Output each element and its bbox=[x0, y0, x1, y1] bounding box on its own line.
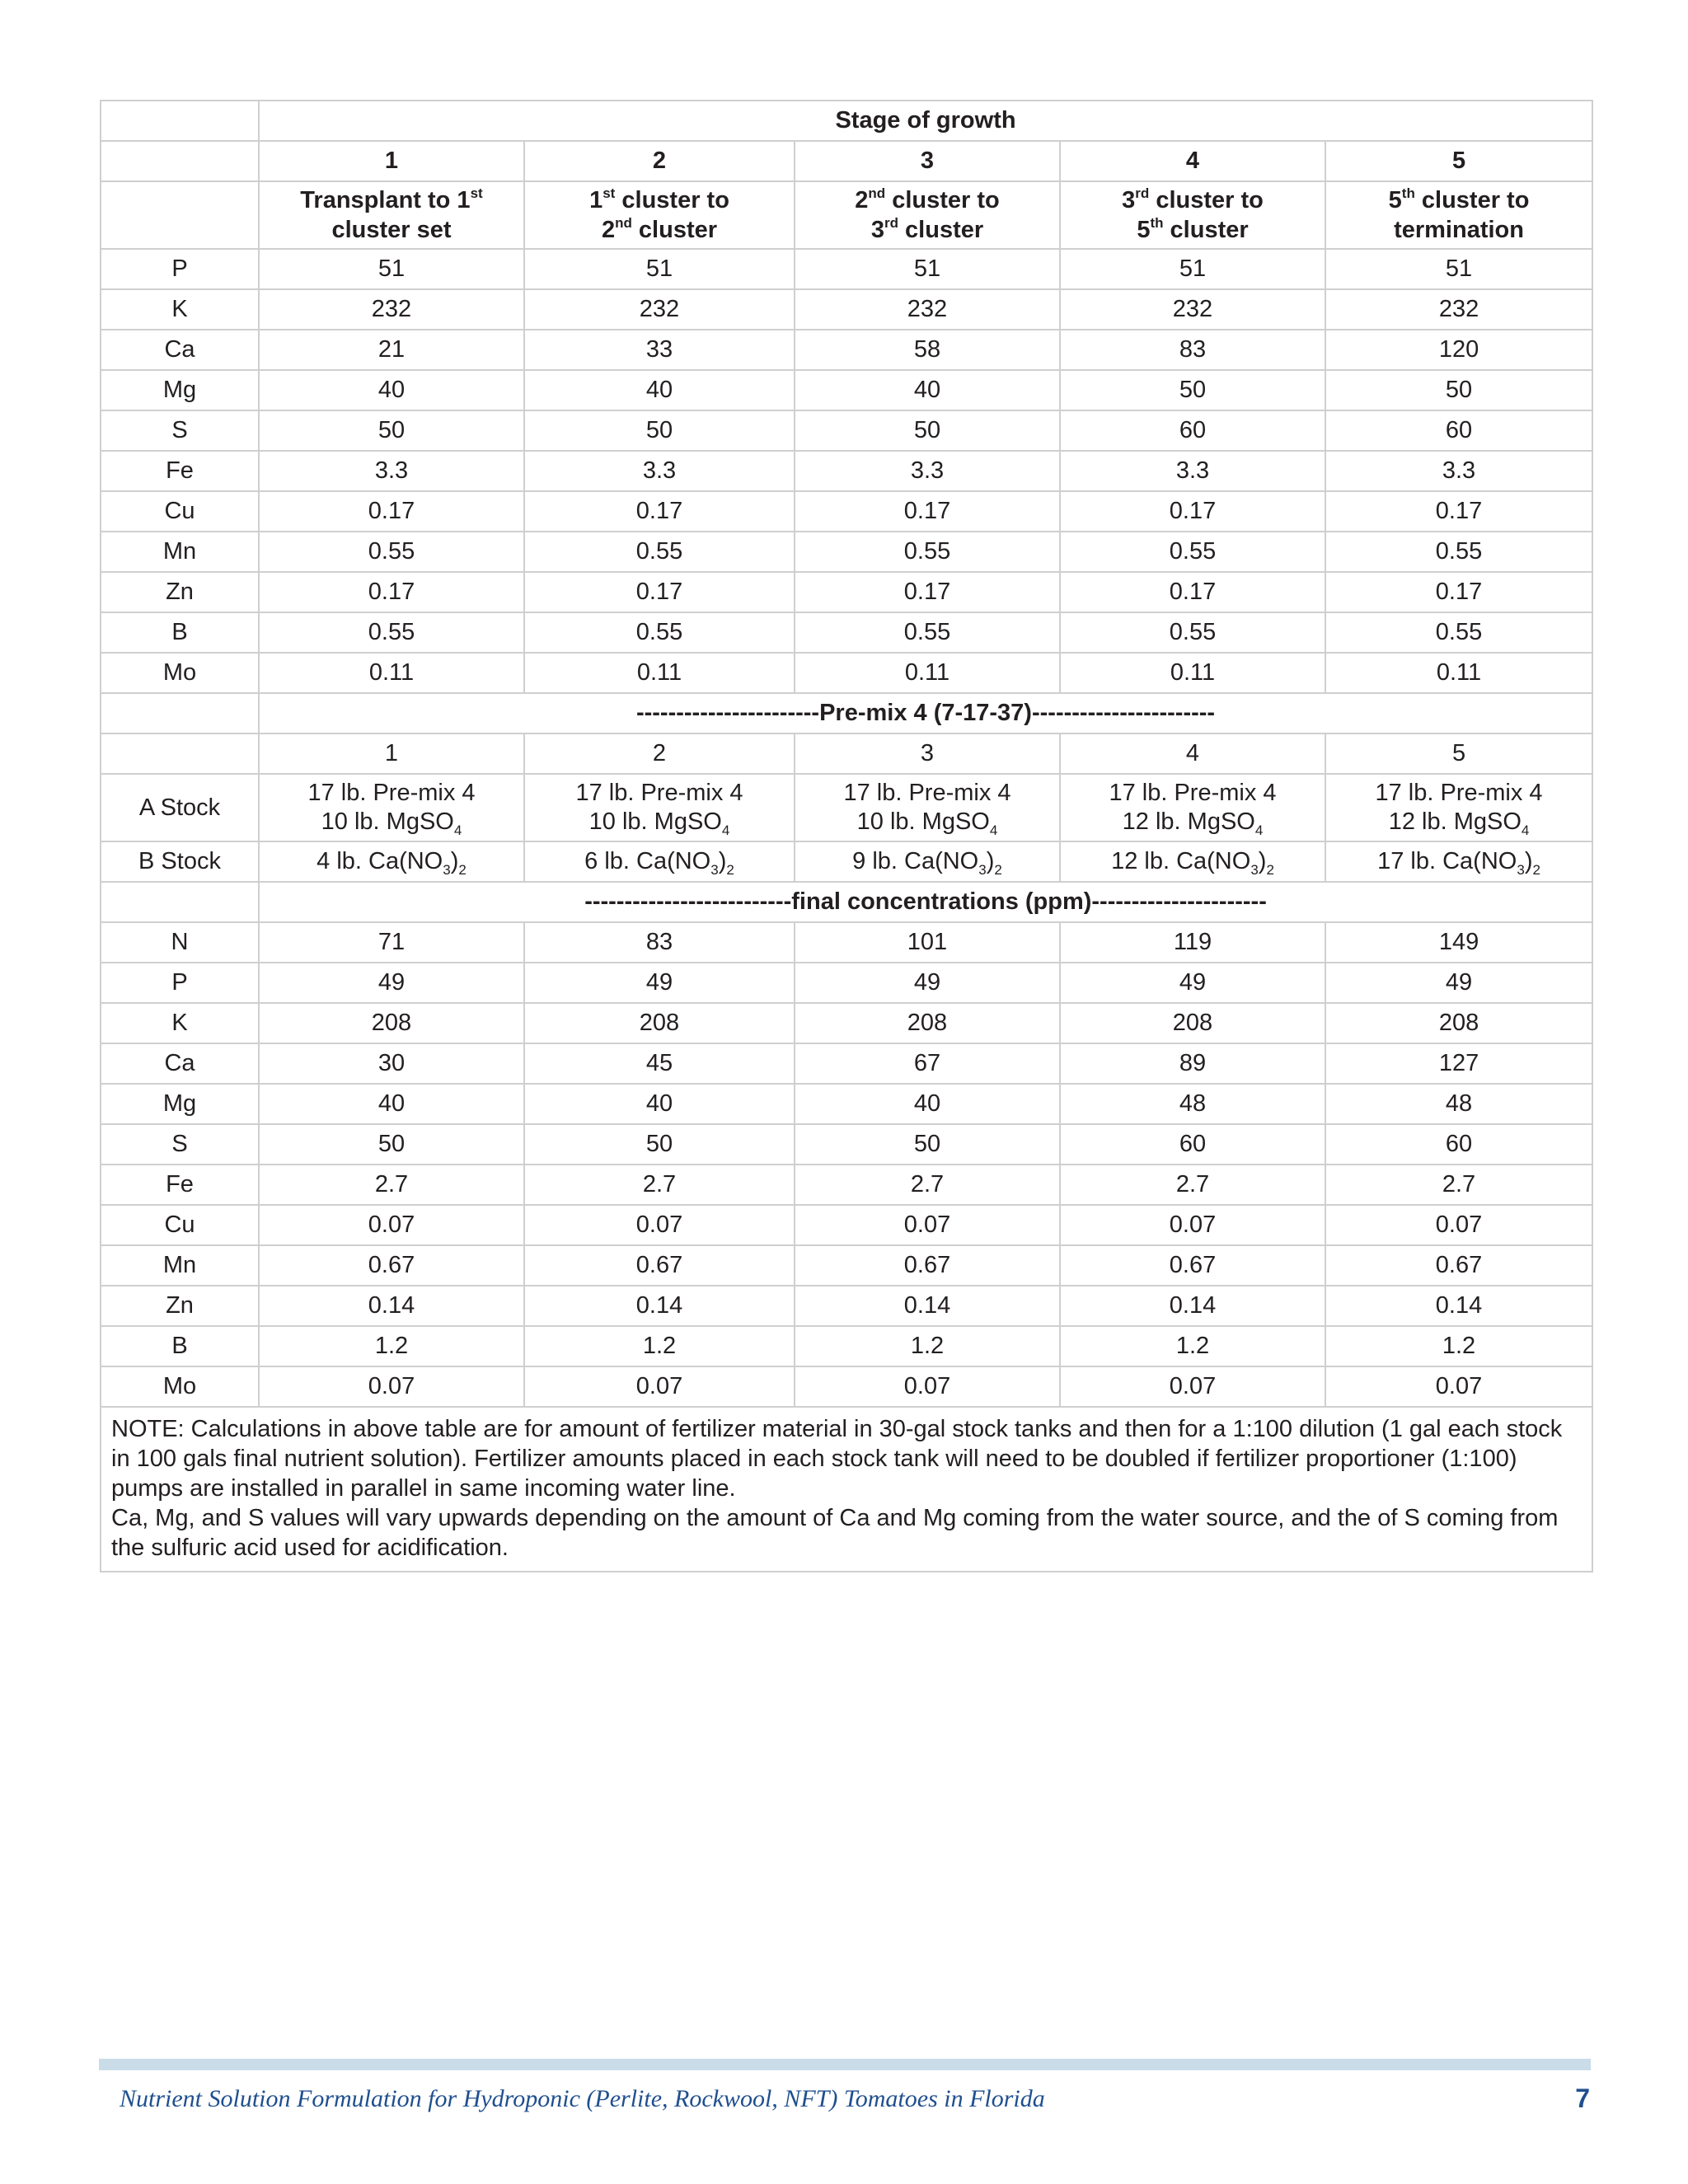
value-cell: 50 bbox=[259, 1124, 524, 1165]
desc-text: cluster to bbox=[1149, 187, 1264, 213]
value-cell: 208 bbox=[1060, 1003, 1325, 1043]
value-cell: 0.11 bbox=[259, 653, 524, 693]
desc-text: cluster to bbox=[1414, 187, 1530, 213]
value-cell: 0.11 bbox=[1060, 653, 1325, 693]
note-paragraph-1: NOTE: Calculations in above table are for amount of fertilizer material in 30-gal stock tanks and then for a 1:100 dilution (1 gal each stock in 100 gals final nutrient solution). Fertilizer amounts placed in each stock tank will need to be doubled if fertilizer proportioner (1:100) pumps are installed in parallel in same incoming water line. bbox=[111, 1416, 1563, 1502]
value-cell: 232 bbox=[795, 289, 1060, 330]
a-stock-line-2 bbox=[1331, 808, 1587, 837]
value-cell: 2.7 bbox=[1060, 1165, 1325, 1205]
target-row bbox=[101, 451, 1592, 491]
value-cell: 51 bbox=[259, 249, 524, 289]
final-concentrations-header: --------------------------final concentrations (ppm)---------------------- bbox=[259, 882, 1592, 922]
a-stock-cell bbox=[1060, 774, 1325, 841]
desc-text: Transplant to 1 bbox=[300, 187, 471, 213]
stage-description-line-1 bbox=[1331, 185, 1587, 215]
final-row bbox=[101, 1326, 1592, 1366]
element-label: P bbox=[101, 963, 259, 1003]
desc-text: cluster bbox=[898, 217, 984, 243]
value-cell: 127 bbox=[1325, 1043, 1592, 1084]
formula-subscript: 3 bbox=[978, 862, 987, 878]
a-stock-label: A Stock bbox=[101, 774, 259, 841]
element-label: S bbox=[101, 410, 259, 451]
formula-text: 12 lb. MgSO bbox=[1122, 808, 1255, 835]
stage-number: 3 bbox=[795, 141, 1060, 181]
ordinal-suffix: th bbox=[1150, 215, 1164, 231]
desc-text: termination bbox=[1394, 217, 1524, 243]
final-row bbox=[101, 1043, 1592, 1084]
value-cell: 0.11 bbox=[524, 653, 795, 693]
a-stock-line-2 bbox=[265, 808, 518, 837]
value-cell: 3.3 bbox=[259, 451, 524, 491]
formula-subscript: 3 bbox=[1250, 862, 1259, 878]
value-cell: 232 bbox=[1060, 289, 1325, 330]
ordinal-suffix: rd bbox=[1135, 185, 1150, 201]
a-stock-line-1: 17 lb. Pre-mix 4 bbox=[575, 780, 743, 806]
element-label: Ca bbox=[101, 1043, 259, 1084]
target-row bbox=[101, 612, 1592, 653]
value-cell: 3.3 bbox=[795, 451, 1060, 491]
premix-column-number: 5 bbox=[1325, 733, 1592, 774]
value-cell: 0.55 bbox=[524, 612, 795, 653]
final-row bbox=[101, 1245, 1592, 1286]
value-cell: 0.67 bbox=[1325, 1245, 1592, 1286]
stage-description-row bbox=[101, 181, 1592, 249]
stage-description-line-1 bbox=[800, 185, 1054, 215]
value-cell: 1.2 bbox=[1325, 1326, 1592, 1366]
formula-subscript: 2 bbox=[994, 862, 1002, 878]
value-cell: 49 bbox=[795, 963, 1060, 1003]
element-label: Cu bbox=[101, 1205, 259, 1245]
value-cell: 89 bbox=[1060, 1043, 1325, 1084]
stage-description bbox=[795, 181, 1060, 249]
value-cell: 0.55 bbox=[259, 532, 524, 572]
formula-subscript: 3 bbox=[710, 862, 719, 878]
premix-header: -----------------------Pre-mix 4 (7-17-37)----------------------- bbox=[259, 693, 1592, 733]
stage-description bbox=[1060, 181, 1325, 249]
desc-text: cluster bbox=[631, 217, 718, 243]
value-cell: 0.14 bbox=[1325, 1286, 1592, 1326]
value-cell: 0.14 bbox=[1060, 1286, 1325, 1326]
corner-cell bbox=[101, 693, 259, 733]
corner-cell bbox=[101, 181, 259, 249]
formula-text: ) bbox=[450, 848, 459, 874]
value-cell: 120 bbox=[1325, 330, 1592, 370]
stage-description bbox=[1325, 181, 1592, 249]
a-stock-cell bbox=[524, 774, 795, 841]
value-cell: 45 bbox=[524, 1043, 795, 1084]
stage-description-line-2 bbox=[530, 215, 789, 245]
value-cell: 0.67 bbox=[259, 1245, 524, 1286]
target-row bbox=[101, 370, 1592, 410]
note-paragraph-2: Ca, Mg, and S values will vary upwards depending on the amount of Ca and Mg coming from the water source, and the of S coming from the sulfuric acid used for acidification. bbox=[111, 1505, 1559, 1561]
value-cell: 0.07 bbox=[795, 1205, 1060, 1245]
desc-text: 3 bbox=[870, 217, 884, 243]
target-row bbox=[101, 330, 1592, 370]
element-label: P bbox=[101, 249, 259, 289]
value-cell: 0.17 bbox=[1060, 491, 1325, 532]
value-cell: 71 bbox=[259, 922, 524, 963]
element-label: K bbox=[101, 289, 259, 330]
value-cell: 1.2 bbox=[524, 1326, 795, 1366]
b-stock-label: B Stock bbox=[101, 841, 259, 882]
a-stock-cell bbox=[259, 774, 524, 841]
value-cell: 50 bbox=[524, 1124, 795, 1165]
formula-text: ) bbox=[1258, 848, 1267, 874]
desc-text: 2 bbox=[601, 217, 616, 243]
ordinal-suffix: nd bbox=[868, 185, 886, 201]
stage-description-line-2 bbox=[800, 215, 1054, 245]
value-cell: 0.07 bbox=[524, 1205, 795, 1245]
formula-text: 4 lb. Ca(NO bbox=[316, 848, 443, 874]
desc-text: cluster to bbox=[885, 187, 1000, 213]
value-cell: 60 bbox=[1325, 410, 1592, 451]
element-label: Zn bbox=[101, 1286, 259, 1326]
stage-description bbox=[259, 181, 524, 249]
desc-text: cluster set bbox=[331, 217, 452, 243]
desc-text: 3 bbox=[1122, 187, 1136, 213]
value-cell: 2.7 bbox=[259, 1165, 524, 1205]
ordinal-suffix: st bbox=[603, 185, 616, 201]
formula-subscript: 4 bbox=[721, 823, 730, 838]
value-cell: 50 bbox=[1060, 370, 1325, 410]
value-cell: 83 bbox=[524, 922, 795, 963]
value-cell: 0.11 bbox=[1325, 653, 1592, 693]
value-cell: 0.17 bbox=[1060, 572, 1325, 612]
value-cell: 0.67 bbox=[1060, 1245, 1325, 1286]
value-cell: 40 bbox=[524, 1084, 795, 1124]
element-label: Ca bbox=[101, 330, 259, 370]
value-cell: 51 bbox=[795, 249, 1060, 289]
stage-number: 4 bbox=[1060, 141, 1325, 181]
value-cell: 0.17 bbox=[259, 491, 524, 532]
formula-text: 12 lb. MgSO bbox=[1388, 808, 1522, 835]
value-cell: 0.07 bbox=[1325, 1205, 1592, 1245]
value-cell: 3.3 bbox=[1060, 451, 1325, 491]
element-label: B bbox=[101, 612, 259, 653]
formula-subscript: 3 bbox=[1517, 862, 1525, 878]
value-cell: 49 bbox=[259, 963, 524, 1003]
final-row bbox=[101, 1124, 1592, 1165]
value-cell: 2.7 bbox=[795, 1165, 1060, 1205]
corner-cell bbox=[101, 882, 259, 922]
value-cell: 2.7 bbox=[524, 1165, 795, 1205]
formula-subscript: 2 bbox=[458, 862, 467, 878]
formula-text: 6 lb. Ca(NO bbox=[584, 848, 711, 874]
final-row bbox=[101, 922, 1592, 963]
value-cell: 50 bbox=[524, 410, 795, 451]
target-row bbox=[101, 572, 1592, 612]
formula-subscript: 4 bbox=[1521, 823, 1530, 838]
value-cell: 30 bbox=[259, 1043, 524, 1084]
formula-subscript: 2 bbox=[726, 862, 734, 878]
value-cell: 0.55 bbox=[795, 532, 1060, 572]
stage-header-row bbox=[101, 101, 1592, 141]
b-stock-cell bbox=[259, 841, 524, 882]
element-label: Mg bbox=[101, 1084, 259, 1124]
target-row bbox=[101, 249, 1592, 289]
stage-description bbox=[524, 181, 795, 249]
a-stock-line-2 bbox=[530, 808, 789, 837]
formula-subscript: 4 bbox=[1254, 823, 1264, 838]
element-label: Mo bbox=[101, 653, 259, 693]
b-stock-cell bbox=[524, 841, 795, 882]
corner-cell bbox=[101, 733, 259, 774]
value-cell: 0.17 bbox=[795, 491, 1060, 532]
target-row bbox=[101, 532, 1592, 572]
value-cell: 58 bbox=[795, 330, 1060, 370]
value-cell: 48 bbox=[1325, 1084, 1592, 1124]
a-stock-row bbox=[101, 774, 1592, 841]
value-cell: 49 bbox=[524, 963, 795, 1003]
final-row bbox=[101, 1084, 1592, 1124]
final-row bbox=[101, 963, 1592, 1003]
element-label: N bbox=[101, 922, 259, 963]
value-cell: 50 bbox=[795, 410, 1060, 451]
desc-text: 2 bbox=[855, 187, 869, 213]
value-cell: 0.67 bbox=[795, 1245, 1060, 1286]
value-cell: 0.55 bbox=[1325, 532, 1592, 572]
value-cell: 83 bbox=[1060, 330, 1325, 370]
final-row bbox=[101, 1286, 1592, 1326]
premix-column-number: 3 bbox=[795, 733, 1060, 774]
final-concentrations bbox=[101, 922, 1592, 1407]
formula-text: 10 lb. MgSO bbox=[321, 808, 454, 835]
stage-description-line-2 bbox=[1331, 215, 1587, 245]
target-row bbox=[101, 491, 1592, 532]
stage-number: 2 bbox=[524, 141, 795, 181]
value-cell: 50 bbox=[1325, 370, 1592, 410]
value-cell: 0.17 bbox=[259, 572, 524, 612]
a-stock-line-2 bbox=[800, 808, 1054, 837]
corner-cell bbox=[101, 101, 259, 141]
desc-text: 5 bbox=[1137, 217, 1151, 243]
element-label: Mo bbox=[101, 1366, 259, 1407]
a-stock-line-1: 17 lb. Pre-mix 4 bbox=[1109, 780, 1277, 806]
value-cell: 3.3 bbox=[1325, 451, 1592, 491]
value-cell: 208 bbox=[259, 1003, 524, 1043]
value-cell: 0.67 bbox=[524, 1245, 795, 1286]
ordinal-suffix: rd bbox=[884, 215, 898, 231]
value-cell: 50 bbox=[259, 410, 524, 451]
premix-column-number: 4 bbox=[1060, 733, 1325, 774]
value-cell: 0.55 bbox=[259, 612, 524, 653]
value-cell: 208 bbox=[795, 1003, 1060, 1043]
note-cell bbox=[101, 1407, 1592, 1572]
nutrient-table bbox=[100, 100, 1593, 1572]
value-cell: 49 bbox=[1325, 963, 1592, 1003]
stage-of-growth-header: Stage of growth bbox=[259, 101, 1592, 141]
final-row bbox=[101, 1003, 1592, 1043]
value-cell: 1.2 bbox=[1060, 1326, 1325, 1366]
formula-subscript: 3 bbox=[443, 862, 451, 878]
value-cell: 3.3 bbox=[524, 451, 795, 491]
target-concentrations bbox=[101, 249, 1592, 693]
value-cell: 0.07 bbox=[259, 1366, 524, 1407]
note-row bbox=[101, 1407, 1592, 1572]
formula-subscript: 2 bbox=[1532, 862, 1540, 878]
value-cell: 0.17 bbox=[524, 572, 795, 612]
b-stock-row bbox=[101, 841, 1592, 882]
desc-text: 5 bbox=[1388, 187, 1402, 213]
page-number: 7 bbox=[1575, 2083, 1590, 2113]
value-cell: 0.17 bbox=[524, 491, 795, 532]
formula-text: ) bbox=[718, 848, 727, 874]
value-cell: 0.55 bbox=[524, 532, 795, 572]
value-cell: 208 bbox=[524, 1003, 795, 1043]
value-cell: 40 bbox=[524, 370, 795, 410]
value-cell: 0.14 bbox=[259, 1286, 524, 1326]
final-row bbox=[101, 1165, 1592, 1205]
value-cell: 0.07 bbox=[795, 1366, 1060, 1407]
value-cell: 60 bbox=[1325, 1124, 1592, 1165]
value-cell: 0.17 bbox=[795, 572, 1060, 612]
element-label: S bbox=[101, 1124, 259, 1165]
value-cell: 0.55 bbox=[1060, 612, 1325, 653]
value-cell: 232 bbox=[524, 289, 795, 330]
footer-title: Nutrient Solution Formulation for Hydroponic (Perlite, Rockwool, NFT) Tomatoes in Florida bbox=[120, 2085, 1045, 2112]
value-cell: 0.17 bbox=[1325, 572, 1592, 612]
ordinal-suffix: nd bbox=[615, 215, 632, 231]
element-label: K bbox=[101, 1003, 259, 1043]
target-row bbox=[101, 653, 1592, 693]
element-label: Fe bbox=[101, 451, 259, 491]
formula-text: 10 lb. MgSO bbox=[856, 808, 990, 835]
value-cell: 232 bbox=[1325, 289, 1592, 330]
element-label: Cu bbox=[101, 491, 259, 532]
formula-text: ) bbox=[986, 848, 995, 874]
stage-number-row bbox=[101, 141, 1592, 181]
value-cell: 51 bbox=[524, 249, 795, 289]
value-cell: 0.07 bbox=[259, 1205, 524, 1245]
element-label: Fe bbox=[101, 1165, 259, 1205]
premix-column-number: 1 bbox=[259, 733, 524, 774]
value-cell: 40 bbox=[795, 370, 1060, 410]
stage-description-line-2 bbox=[265, 215, 518, 245]
value-cell: 1.2 bbox=[259, 1326, 524, 1366]
formula-text: 10 lb. MgSO bbox=[588, 808, 722, 835]
a-stock-line-1: 17 lb. Pre-mix 4 bbox=[307, 780, 476, 806]
formula-text: ) bbox=[1524, 848, 1533, 874]
stage-description-line-1 bbox=[265, 185, 518, 215]
value-cell: 0.55 bbox=[1325, 612, 1592, 653]
a-stock-cell bbox=[795, 774, 1060, 841]
value-cell: 33 bbox=[524, 330, 795, 370]
formula-subscript: 4 bbox=[453, 823, 462, 838]
a-stock-line-2 bbox=[1066, 808, 1320, 837]
premix-column-row bbox=[101, 733, 1592, 774]
value-cell: 0.07 bbox=[1325, 1366, 1592, 1407]
value-cell: 49 bbox=[1060, 963, 1325, 1003]
value-cell: 119 bbox=[1060, 922, 1325, 963]
formula-text: 17 lb. Ca(NO bbox=[1377, 848, 1517, 874]
element-label: Mg bbox=[101, 370, 259, 410]
value-cell: 67 bbox=[795, 1043, 1060, 1084]
stage-number: 5 bbox=[1325, 141, 1592, 181]
value-cell: 0.11 bbox=[795, 653, 1060, 693]
value-cell: 48 bbox=[1060, 1084, 1325, 1124]
b-stock-cell bbox=[1325, 841, 1592, 882]
element-label: Zn bbox=[101, 572, 259, 612]
value-cell: 60 bbox=[1060, 1124, 1325, 1165]
value-cell: 40 bbox=[795, 1084, 1060, 1124]
value-cell: 0.55 bbox=[795, 612, 1060, 653]
value-cell: 0.55 bbox=[1060, 532, 1325, 572]
a-stock-line-1: 17 lb. Pre-mix 4 bbox=[843, 780, 1011, 806]
ordinal-suffix: st bbox=[470, 185, 483, 201]
value-cell: 149 bbox=[1325, 922, 1592, 963]
formula-text: 9 lb. Ca(NO bbox=[852, 848, 979, 874]
b-stock-cell bbox=[1060, 841, 1325, 882]
premix-column-number: 2 bbox=[524, 733, 795, 774]
footer-bar bbox=[99, 2059, 1591, 2070]
corner-cell bbox=[101, 141, 259, 181]
final-header-row bbox=[101, 882, 1592, 922]
value-cell: 50 bbox=[795, 1124, 1060, 1165]
formula-text: 12 lb. Ca(NO bbox=[1111, 848, 1251, 874]
ordinal-suffix: th bbox=[1401, 185, 1415, 201]
value-cell: 51 bbox=[1325, 249, 1592, 289]
desc-text: cluster bbox=[1163, 217, 1249, 243]
value-cell: 0.14 bbox=[795, 1286, 1060, 1326]
value-cell: 51 bbox=[1060, 249, 1325, 289]
desc-text: cluster to bbox=[615, 187, 729, 213]
premix-header-row bbox=[101, 693, 1592, 733]
stage-description-line-2 bbox=[1066, 215, 1320, 245]
value-cell: 232 bbox=[259, 289, 524, 330]
desc-text: 1 bbox=[589, 187, 603, 213]
element-label: Mn bbox=[101, 1245, 259, 1286]
final-row bbox=[101, 1205, 1592, 1245]
stage-description-line-1 bbox=[1066, 185, 1320, 215]
value-cell: 21 bbox=[259, 330, 524, 370]
stage-description-line-1 bbox=[530, 185, 789, 215]
target-row bbox=[101, 410, 1592, 451]
value-cell: 0.17 bbox=[1325, 491, 1592, 532]
a-stock-cell bbox=[1325, 774, 1592, 841]
value-cell: 40 bbox=[259, 1084, 524, 1124]
value-cell: 0.07 bbox=[1060, 1205, 1325, 1245]
formula-subscript: 4 bbox=[989, 823, 998, 838]
value-cell: 208 bbox=[1325, 1003, 1592, 1043]
target-row bbox=[101, 289, 1592, 330]
value-cell: 2.7 bbox=[1325, 1165, 1592, 1205]
element-label: B bbox=[101, 1326, 259, 1366]
value-cell: 0.07 bbox=[1060, 1366, 1325, 1407]
b-stock-cell bbox=[795, 841, 1060, 882]
value-cell: 40 bbox=[259, 370, 524, 410]
stage-number: 1 bbox=[259, 141, 524, 181]
value-cell: 60 bbox=[1060, 410, 1325, 451]
value-cell: 0.14 bbox=[524, 1286, 795, 1326]
value-cell: 0.07 bbox=[524, 1366, 795, 1407]
value-cell: 101 bbox=[795, 922, 1060, 963]
value-cell: 1.2 bbox=[795, 1326, 1060, 1366]
element-label: Mn bbox=[101, 532, 259, 572]
a-stock-line-1: 17 lb. Pre-mix 4 bbox=[1375, 780, 1543, 806]
formula-subscript: 2 bbox=[1266, 862, 1274, 878]
final-row bbox=[101, 1366, 1592, 1407]
